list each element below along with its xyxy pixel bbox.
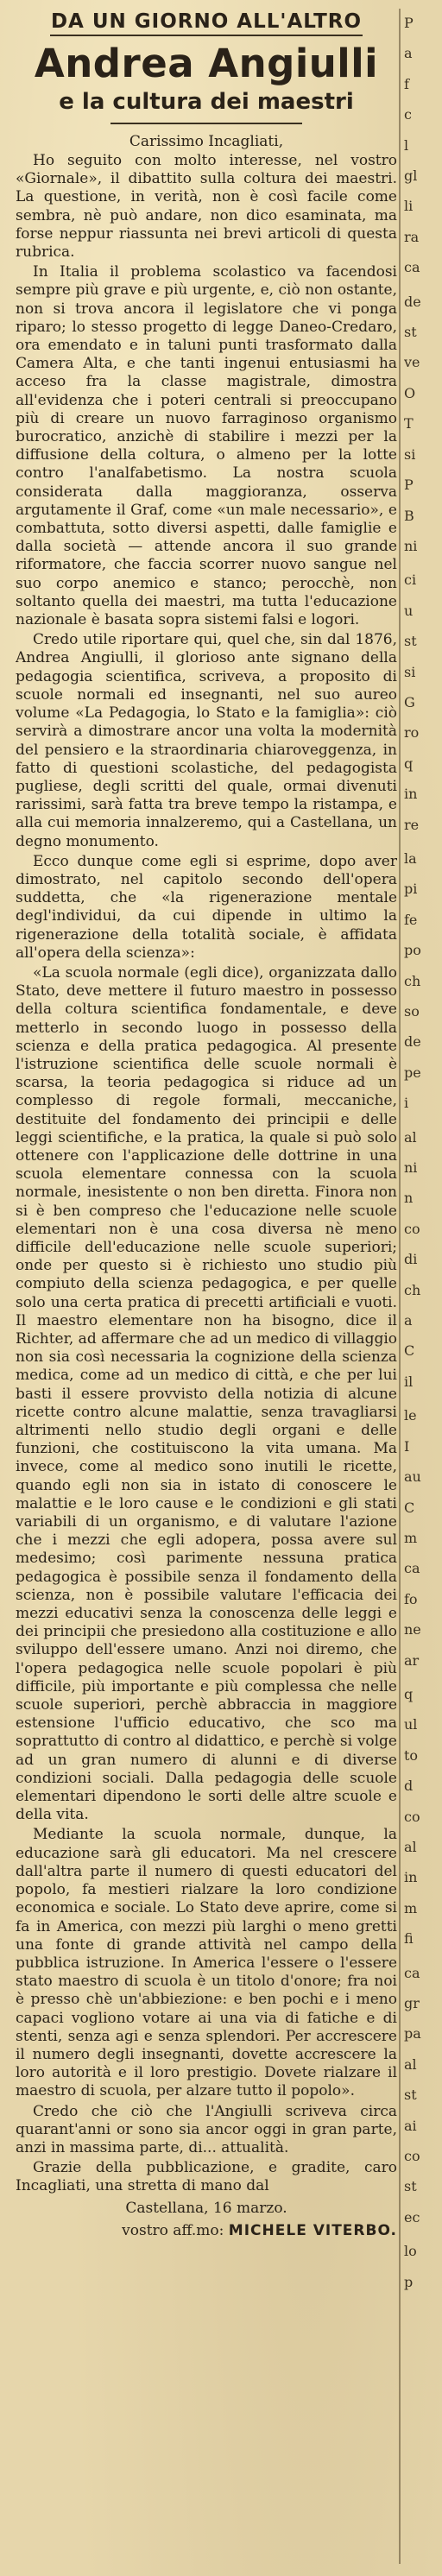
adjacent-column-fragment: pa — [404, 2025, 421, 2042]
adjacent-column-fragment: q — [404, 754, 414, 772]
adjacent-column-fragment: si — [404, 445, 416, 463]
adjacent-column-fragment: gr — [404, 1995, 420, 2011]
adjacent-column-fragment: i — [404, 1095, 409, 1112]
adjacent-column-fragment: m — [404, 1529, 418, 1546]
adjacent-column-fragment: st — [404, 633, 417, 650]
signature — [16, 2222, 397, 2239]
adjacent-column-fragment: G — [404, 693, 415, 710]
column-kicker: DA UN GIORNO ALL'ALTRO — [50, 10, 363, 33]
adjacent-column-fragment: ca — [404, 1560, 420, 1577]
paragraph: In Italia il problema scolastico va facendosi sempre più grave e più urgente, e, ciò non ostante, non si trova ancora il legislatore che vi ponga riparo; lo stesso progetto di legge Daneo-Credaro, ora emendato e in taluni punti trasformato dalla Camera Alta, e che tanti ingenui entusiasmi ha acceso fra la classe magistrale, dimostra all'evidenza che i poteri centrali si preoccupano più di creare un nuovo farraginoso organismo burocratico, anzichè di stabilire i mezzi per la diffusione della coltura, o almeno per la lotte contro l'analfabetismo. La nostra scuola considerata dalla maggioranza, osserva argutamente il Graf, come «un male necessario», e combattuta, sotto diversi aspetti, dalle famiglie e dalla società — attende ancora il suo grande riformatore, che faccia scorrer nuovo sangue nel suo corpo anemico e stanco; perocchè, non soltanto quella dei maestri, ma tutta l'educazione nazionale è basata sopra sistemi falsi e logori. — [16, 263, 397, 629]
adjacent-column-fragment: de — [404, 293, 421, 310]
adjacent-column-fragment: st — [404, 324, 417, 341]
adjacent-column-fragment: si — [404, 663, 416, 680]
article-subtitle: e la cultura dei maestri — [59, 89, 354, 115]
adjacent-column-fragment: a — [404, 45, 413, 62]
adjacent-column-fragment: ra — [404, 228, 420, 245]
paragraph: Credo utile riportare qui, quel che, sin dal 1876, Andrea Angiulli, il glorioso ante signano della pedagogia scientifica, scriveva, a proposito di scuole normali ed insegnanti, nel suo aureo volume «La Pedagogia, lo Stato e la famiglia»: ciò servirà a dimostrare ancor una volta la modernità del pensiero e la straordinaria chiaroveggenza, in fatto di questioni scolastiche, del pedagogista pugliese, degli scritti del quale, ormai divenuti rarissimi, sarà fatta tra breve tempo la ristampa, e alla cui memoria innalzeremo, qui a Castellana, un degno monumento. — [16, 631, 397, 850]
article-body — [16, 152, 397, 2196]
adjacent-column-fragment: I — [404, 1437, 410, 1455]
signature-prefix: vostro aff.mo: — [122, 2221, 224, 2239]
adjacent-column-fragment: ro — [404, 724, 420, 742]
adjacent-column-fragment: P — [404, 477, 414, 494]
adjacent-column-fragment: C — [404, 1499, 415, 1516]
quoted-paragraph: Mediante la scuola normale, dunque, la educazione sarà gli educatori. Ma nel crescere dall'altra parte il numero di questi educatori del popolo, fa mestieri rialzare la loro condizione economica e sociale. Lo Stato deve aprire, come si fa in America, con mezzi più larghi o meno gretti una fonte di grande attività nel campo della pubblica istruzione. In America l'essere o l'essere stato maestro di scuola è un titolo d'onore; fra noi è presso chè un'abbiezione: e ben pochi e i meno capaci vogliono votare ai una via di fatiche e di stenti, senza agi e senza splendori. Per accrescere il numero degli insegnanti, dovette accrescere la loro autorità e il loro prestigio. Dovete rialzare il maestro di scuola, per alzare tutto il popolo». — [16, 1826, 397, 2100]
adjacent-column-fragment: li — [404, 198, 414, 215]
adjacent-column-fragment: ca — [404, 1964, 420, 1981]
adjacent-column-fragment: q — [404, 1685, 414, 1702]
adjacent-column-fragment: l — [404, 136, 409, 154]
adjacent-column-fragment: f — [404, 75, 409, 92]
signature-name: MICHELE VITERBO. — [228, 2221, 397, 2239]
closing-paragraph: Grazie della pubblicazione, e gradite, caro Incagliati, una stretta di mano dal — [16, 2159, 397, 2195]
paragraph: Ho seguito con molto interesse, nel vostro «Giornale», il dibattito sulla coltura dei maestri. La questione, in verità, non è così facile come sembra, nè può andare, non dico esaminata, ma forse neppur riassunta nei brevi articoli di questa rubrica. — [16, 152, 397, 262]
adjacent-column-fragment: st — [404, 2178, 417, 2195]
adjacent-column-fragment: B — [404, 507, 414, 524]
adjacent-column-fragment: fi — [404, 1930, 414, 1948]
adjacent-column-fragment: ec — [404, 2208, 420, 2226]
adjacent-column-fragment: ul — [404, 1716, 418, 1733]
adjacent-column-fragment: ve — [404, 354, 420, 371]
adjacent-column-fragment: p — [404, 2273, 414, 2290]
adjacent-column-fragment: al — [404, 2055, 417, 2073]
adjacent-column-fragment: m — [404, 1899, 418, 1916]
adjacent-column-fragment: re — [404, 816, 420, 833]
adjacent-column-fragment: d — [404, 1777, 414, 1795]
adjacent-column-fragment: di — [404, 1251, 418, 1268]
kicker-rule — [50, 35, 363, 36]
adjacent-column-fragment: O — [404, 384, 416, 401]
adjacent-column-fragment: c — [404, 106, 412, 123]
adjacent-column-fragment: pe — [404, 1064, 421, 1081]
adjacent-column-fragment: al — [404, 1128, 417, 1146]
adjacent-column-fragment: in — [404, 1869, 418, 1886]
adjacent-column-fragment: st — [404, 2087, 417, 2104]
column-divider — [399, 9, 401, 2564]
adjacent-column-fragment: a — [404, 1312, 413, 1329]
adjacent-column-fragment: al — [404, 1838, 417, 1855]
adjacent-column-fragment: le — [404, 1407, 417, 1424]
place-date: Castellana, 16 marzo. — [125, 2199, 287, 2217]
adjacent-column-fragment: fe — [404, 911, 418, 928]
paragraph: Ecco dunque come egli si esprime, dopo aver dimostrato, nel capitolo secondo dell'opera suddetta, che «la rigenerazione mentale degl'individui, da cui dipende in ultimo la rigenerazione della totalità sociale, è affidata all'opera della scienza»: — [16, 852, 397, 962]
adjacent-column-fragment: au — [404, 1468, 421, 1486]
article — [16, 5, 397, 2569]
adjacent-column-fragment: la — [404, 849, 417, 867]
adjacent-column-fragment: so — [404, 1003, 420, 1020]
adjacent-column-fragment: ci — [404, 571, 417, 589]
adjacent-column-fragment: lo — [404, 2243, 417, 2260]
adjacent-column-fragment: n — [404, 1190, 414, 1207]
adjacent-column-fragment: ni — [404, 1159, 418, 1177]
adjacent-column-fragment: il — [404, 1373, 414, 1390]
article-title: Andrea Angiulli — [34, 41, 379, 86]
adjacent-column-fragment: T — [404, 415, 414, 432]
adjacent-column-fragment: in — [404, 786, 418, 803]
adjacent-column-fragment: co — [404, 1808, 420, 1825]
adjacent-column-fragment: ch — [404, 1281, 421, 1298]
adjacent-column-fragment: ai — [404, 2117, 417, 2134]
adjacent-column-fragment: P — [404, 15, 414, 31]
adjacent-column-fragment: fo — [404, 1590, 418, 1607]
adjacent-column-fragment: C — [404, 1342, 415, 1360]
adjacent-column-fragment: ni — [404, 537, 418, 554]
adjacent-column — [404, 0, 442, 2576]
adjacent-column-fragment: co — [404, 2148, 420, 2165]
adjacent-column-fragment: ch — [404, 972, 421, 989]
salutation: Carissimo Incagliati, — [129, 133, 284, 150]
adjacent-column-fragment: po — [404, 942, 421, 959]
adjacent-column-fragment: ar — [404, 1651, 420, 1669]
adjacent-column-fragment: de — [404, 1033, 421, 1051]
adjacent-column-fragment: u — [404, 602, 414, 619]
adjacent-column-fragment: to — [404, 1746, 419, 1764]
adjacent-column-fragment: gl — [404, 167, 418, 185]
adjacent-column-fragment: pi — [404, 881, 418, 898]
adjacent-column-fragment: ca — [404, 259, 420, 276]
paragraph: Credo che ciò che l'Angiulli scriveva circa quarant'anni or sono sia ancor oggi in gran parte, anzi in massima parte, di... attualità. — [16, 2102, 397, 2156]
quoted-paragraph: «La scuola normale (egli dice), organizzata dallo Stato, deve mettere il futuro maestro in possesso della coltura scientifica fondamentale, e deve metterlo in secondo luogo in possesso della scienza e della pratica pedagogica. Al presente l'istruzione scientifica delle scuole normali è scarsa, la teoria pedagogica si riduce ad un complesso di regole formali, meccaniche, destituite del fondamento dei principii e delle leggi scientifiche, e la pratica, la quale si può solo ottenere con l'applicazione delle dottrine in una scuola elementare connessa con la scuola normale, inesistente o non ben diretta. Finora non si è ben compreso che l'educazione nelle scuole elementari non è una cosa diversa nè meno difficile dell'educazione nelle scuole superiori; onde per questo si è richiesto uno studio più compiuto della scienza pedagogica, e per quelle solo una certa pratica di precetti artificiali e vuoti. Il maestro elementare non ha bisogno, dice il Richter, ad affermare che ad un medico di villaggio non sia così necessaria la cognizione della scienza medica, come ad un medico di città, e che per lui basti il essere provvisto della notizia di alcune ricette contro alcune malattie, senza travagliarsi altrimenti nello studio degli organi e delle funzioni, che costituiscono la vita umana. Ma invece, come al medico sono inutili le ricette, quando egli non sia in istato di conoscere le malattie e le loro cause e le condizioni e gli stati variabili di un organismo, e di valutare l'azione che i mezzi che egli adopera, possa avere sul medesimo; così parimente nessuna pratica pedagogica è possibile senza il fondamento della scienza, non è possibile valutare l'efficacia dei mezzi educativi senza la conoscenza delle leggi e dei principii che presiedono alla costituzione e allo sviluppo dell'essere umano. Anzi noi diremo, che l'opera pedagogica nelle scuole popolari è più difficile, più importante e più complessa che nelle scuole superiori, perchè abbraccia in maggiore estensione l'ufficio educativo, che sco ma soprattutto di contro al didattico, e perchè si volge ad un gran numero di alunni e di diverse condizioni sociali. Dalla pedagogia delle scuole elementari dipendono le sorti delle altre scuole e della vita. — [16, 963, 397, 1824]
adjacent-column-fragment: co — [404, 1220, 420, 1237]
adjacent-column-fragment: ne — [404, 1621, 421, 1638]
subtitle-rule — [110, 123, 302, 124]
